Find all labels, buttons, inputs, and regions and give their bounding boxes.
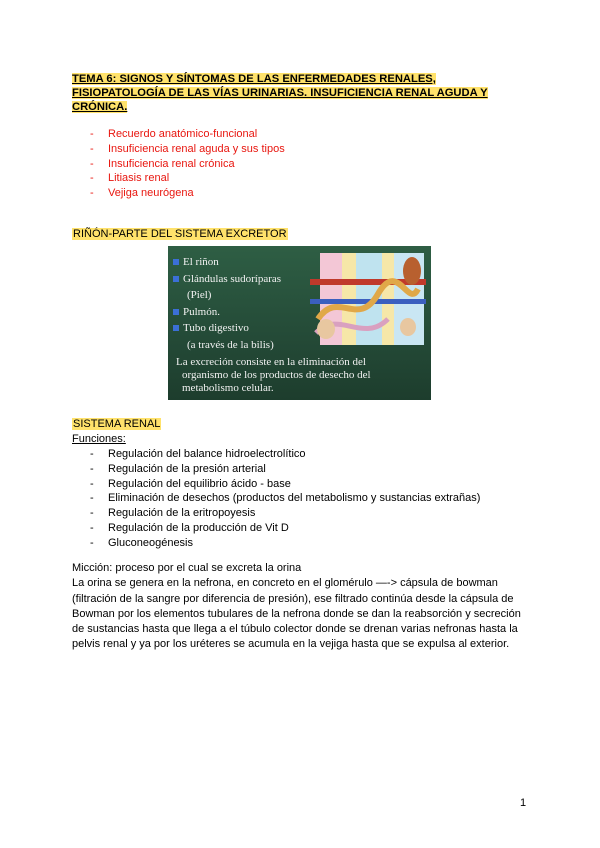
excretion-figure [168, 246, 431, 400]
funciones-label: Funciones: [72, 433, 126, 445]
section-heading-renal: SISTEMA RENAL [73, 418, 161, 430]
function-item: - Eliminación de desechos (productos del metabolismo y sustancias extrañas) [90, 491, 480, 506]
caption-line: metabolismo celular. [182, 382, 274, 394]
topic-item: - Insuficiencia renal aguda y sus tipos [90, 142, 285, 157]
function-item: - Regulación de la producción de Vit D [90, 521, 480, 536]
page-number: 1 [520, 797, 527, 809]
figure-item: Glándulas sudoríparas [173, 271, 281, 288]
nephron-diagram [308, 249, 428, 351]
functions-list [90, 447, 480, 551]
body-text [72, 561, 532, 653]
figure-item: El riñon [173, 254, 281, 271]
micturition-definition: Micción: proceso por el cual se excreta la orina [72, 562, 302, 574]
topic-item: - Insuficiencia renal crónica [90, 157, 285, 172]
function-item: - Regulación de la presión arterial [90, 462, 480, 477]
function-item: - Gluconeogénesis [90, 536, 480, 551]
caption-line: La excreción consiste en la eliminación del [176, 356, 366, 368]
function-item: - Regulación del equilibrio ácido - base [90, 477, 480, 492]
caption-line: organismo de los productos de desecho del [182, 369, 371, 381]
urine-formation-paragraph: La orina se genera en la nefrona, en concreto en el glomérulo —-> cápsula de bowman (filtración de la sangre por diferencia de presión), ese filtrado continúa desde la cápsula de Bowman por los elementos tubulares de la nefrona donde se dan la reabsorción y secreción de sustancias hasta que llega a el túbulo colector donde se drenan varias nefronas hasta la pelvis renal y ya por los uréteres se acumula en la vejiga hasta que se expulsa al exterior. [72, 577, 521, 651]
figure-item: Tubo digestivo [173, 320, 281, 337]
figure-item: (Piel) [187, 289, 212, 301]
topic-item: - Vejiga neurógena [90, 186, 285, 201]
figure-item: Pulmón. [173, 304, 281, 321]
function-item: - Regulación del balance hidroelectrolítico [90, 447, 480, 462]
function-item: - Regulación de la eritropoyesis [90, 506, 480, 521]
figure-caption [176, 356, 426, 395]
topics-list [90, 127, 285, 201]
document-title: TEMA 6: SIGNOS Y SÍNTOMAS DE LAS ENFERMEDADES RENALES, FISIOPATOLOGÍA DE LAS VÍAS URINARIAS. INSUFICIENCIA RENAL AGUDA Y CRÓNICA. [72, 73, 488, 114]
topic-item: - Litiasis renal [90, 171, 285, 186]
figure-list [173, 254, 281, 353]
section-heading-excretor: RIÑÓN-PARTE DEL SISTEMA EXCRETOR [73, 228, 287, 240]
topic-item: - Recuerdo anatómico-funcional [90, 127, 285, 142]
figure-item: (a través de la bilis) [187, 338, 274, 351]
